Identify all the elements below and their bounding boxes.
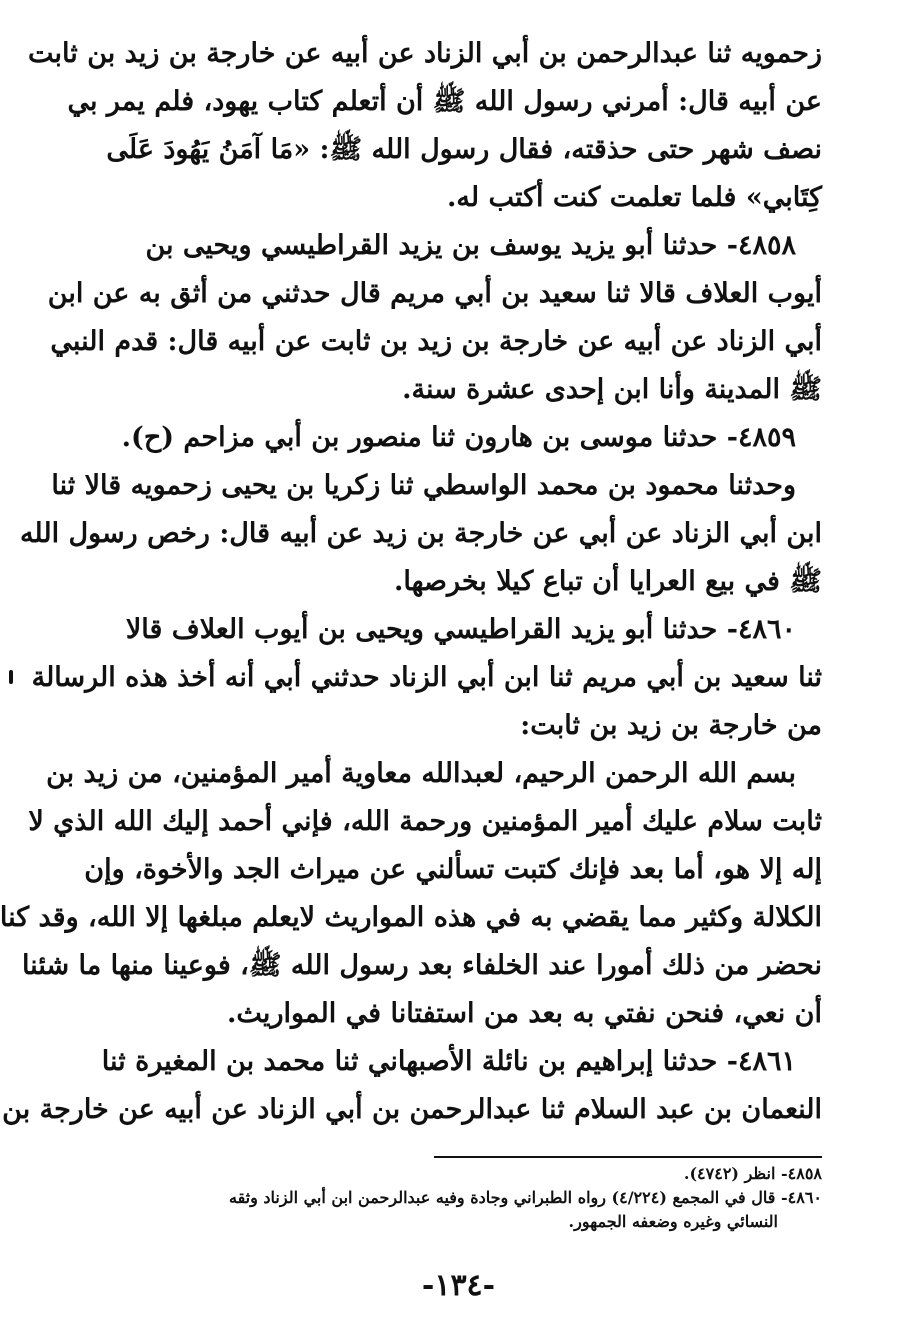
text-line: ثنا سعيد بن أبي مريم ثنا ابن أبي الزناد حدثني أبي أنه أخذ هذه الرسالة	[31, 662, 822, 693]
footnote-line: ٤٨٦٠- قال في المجمع (٤/٢٢٤) رواه الطبراني وجادة وفيه عبدالرحمن ابن أبي الزناد وثقه	[229, 1188, 822, 1207]
text-line: ٤٨٥٩- حدثنا موسى بن هارون ثنا منصور بن أبي مزاحم (ح).	[121, 422, 796, 453]
text-line: النعمان بن عبد السلام ثنا عبدالرحمن بن أبي الزناد عن أبيه عن خارجة بن	[2, 1094, 822, 1125]
text-line: نحضر من ذلك أمورا عند الخلفاء بعد رسول الله ﷺ، فوعينا منها ما شئنا	[21, 950, 822, 981]
text-line: ٤٨٦٠- حدثنا أبو يزيد القراطيسي ويحيى بن أيوب العلاف قالا	[125, 614, 796, 645]
text-line: عن أبيه قال: أمرني رسول الله ﷺ أن أتعلم كتاب يهود، فلم يمر بي	[67, 86, 822, 117]
text-line: ﷺ المدينة وأنا ابن إحدى عشرة سنة.	[402, 374, 822, 405]
text-line: من خارجة بن زيد بن ثابت:	[520, 710, 822, 741]
text-line: ٤٨٥٨- حدثنا أبو يزيد يوسف بن يزيد القراطيسي ويحيى بن	[145, 230, 796, 261]
text-line: أبي الزناد عن أبيه عن خارجة بن زيد بن ثابت عن أبيه قال: قدم النبي	[50, 326, 822, 357]
text-line: كِتَابي» فلما تعلمت كنت أكتب له.	[446, 182, 822, 213]
footnote-line: ٤٨٥٨- انظر (٤٧٤٢).	[683, 1164, 822, 1183]
text-line: زحمويه ثنا عبدالرحمن بن أبي الزناد عن أبيه عن خارجة بن زيد بن ثابت	[28, 38, 822, 69]
text-line: ابن أبي الزناد عن أبي عن خارجة بن زيد عن أبيه قال: رخص رسول الله	[19, 518, 822, 549]
page-number: -١٣٤-	[421, 1268, 496, 1303]
text-line: أن نعي، فنحن نفتي به بعد من استفتانا في المواريث.	[227, 998, 822, 1029]
text-line: ﷺ في بيع العرايا أن تباع كيلا بخرصها.	[393, 566, 822, 597]
text-line: أيوب العلاف قالا ثنا سعيد بن أبي مريم قال حدثني من أثق به عن ابن	[47, 278, 822, 309]
text-line: الكلالة وكثير مما يقضي به في هذه المواريث لايعلم مبلغها إلا الله، وقد كنا	[0, 902, 822, 933]
main-text	[0, 30, 822, 1134]
text-line: نصف شهر حتى حذقته، فقال رسول الله ﷺ: «مَا آمَنُ يَهُودَ عَلَى	[106, 134, 822, 165]
footnote-divider	[434, 1156, 822, 1158]
text-line: وحدثنا محمود بن محمد الواسطي ثنا زكريا بن يحيى زحمويه قالا ثنا	[51, 470, 796, 501]
text-line: إله إلا هو، أما بعد فإنك كتبت تسألني عن ميراث الجد والأخوة، وإن	[84, 854, 822, 885]
text-line: ثابت سلام عليك أمير المؤمنين ورحمة الله، فإني أحمد إليك الله الذي لا	[28, 806, 822, 837]
footnote-line: النسائي وغيره وضعفه الجمهور.	[568, 1212, 778, 1231]
scan-mark	[9, 670, 13, 684]
footnotes	[167, 1162, 822, 1234]
text-line: بسم الله الرحمن الرحيم، لعبدالله معاوية أمير المؤمنين، من زيد بن	[46, 758, 796, 789]
text-line: ٤٨٦١- حدثنا إبراهيم بن نائلة الأصبهاني ثنا محمد بن المغيرة ثنا	[101, 1046, 796, 1077]
